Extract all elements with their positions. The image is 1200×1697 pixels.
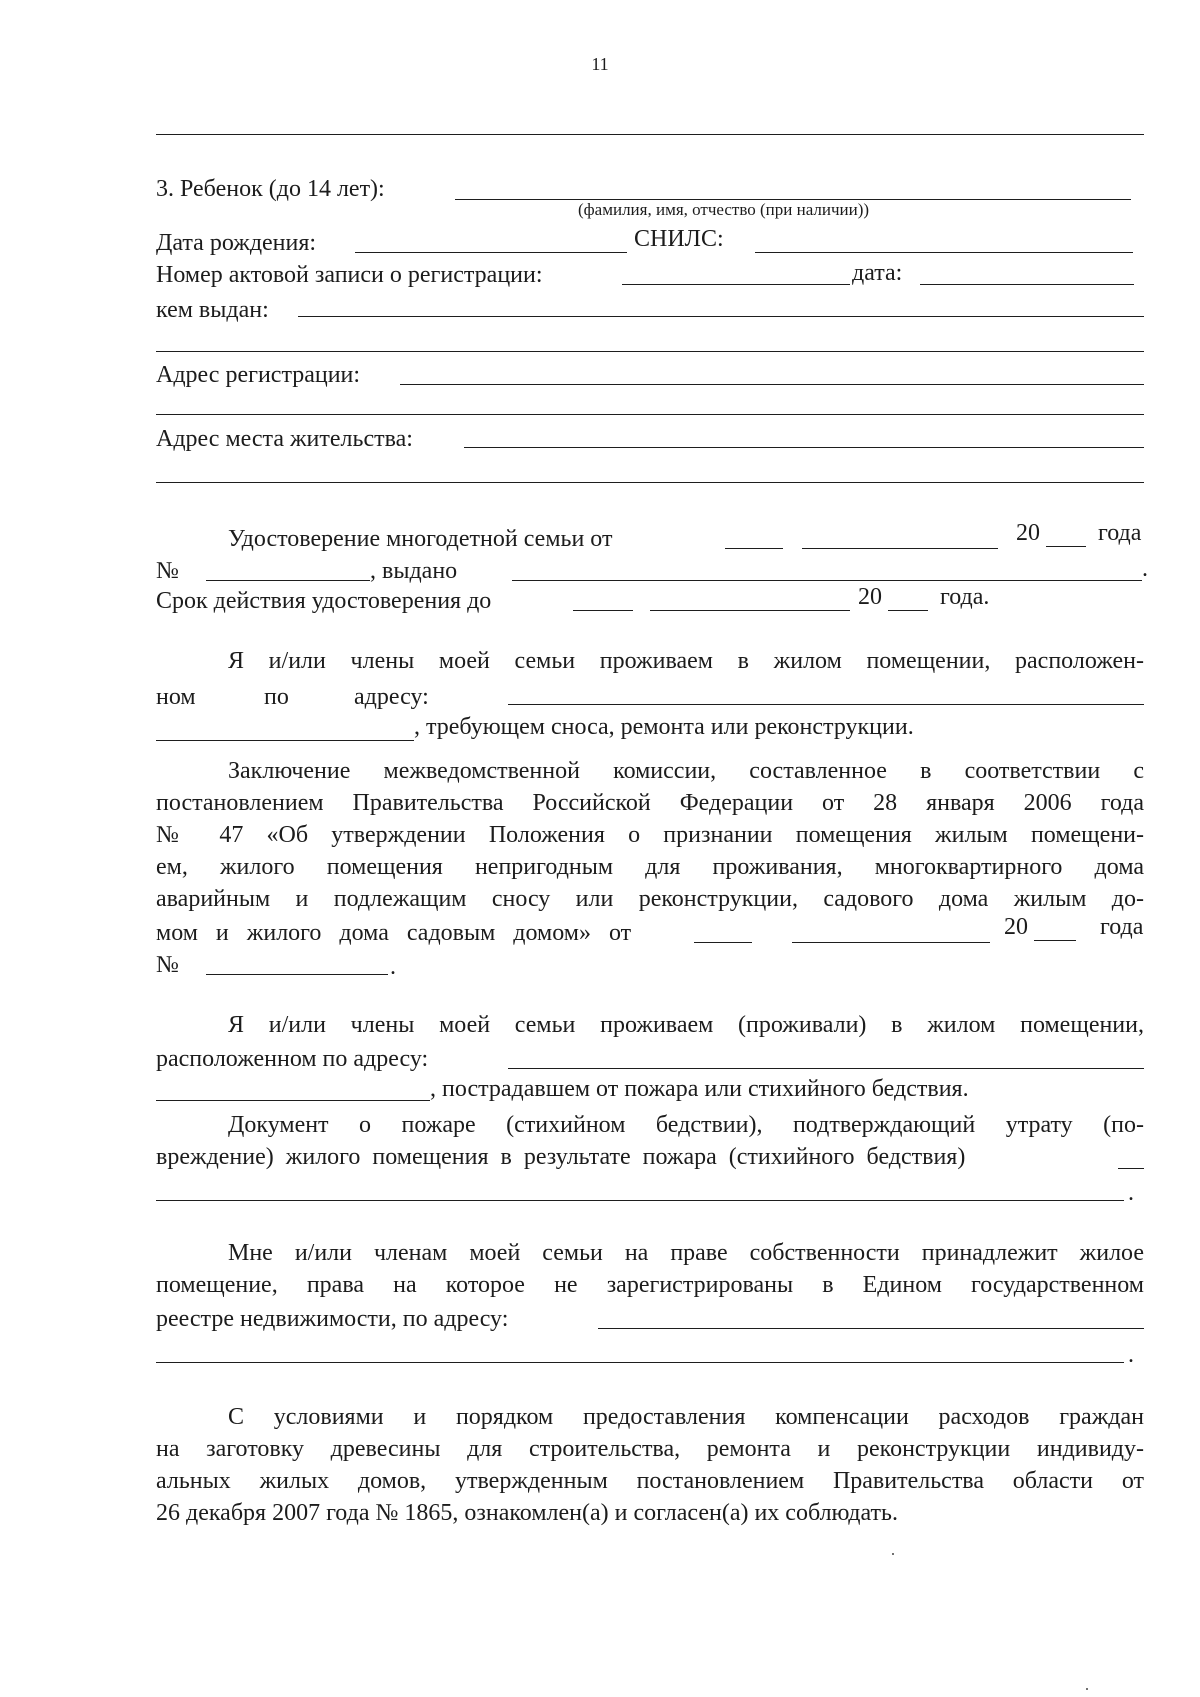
conditions-line1: С условиями и порядком предоставления компенсации расходов граждан: [228, 1404, 1144, 1430]
validity-month-field[interactable]: [650, 610, 850, 611]
validity-year-prefix: 20: [858, 584, 882, 610]
validity-text: Срок действия удостоверения до: [156, 588, 492, 614]
ownership-line3: реестре недвижимости, по адресу:: [156, 1306, 509, 1332]
certificate-number-sign: №: [156, 558, 179, 584]
record-number-field[interactable]: [622, 284, 850, 285]
child-name-caption: (фамилия, имя, отчество (при наличии)): [578, 200, 870, 219]
record-date-label: дата:: [852, 260, 903, 286]
demolition-address-field-line2[interactable]: [156, 740, 414, 741]
fire-doc-period: .: [1128, 1180, 1134, 1206]
birth-date-field[interactable]: [355, 252, 627, 253]
ownership-period: .: [1128, 1342, 1134, 1368]
issued-by-field-line2[interactable]: [156, 351, 1144, 352]
commission-year-suffix: года: [1100, 914, 1144, 940]
conditions-line3: альных жилых домов, утвержденным постановлением Правительства области от: [156, 1468, 1144, 1494]
fire-doc-line1: Документ о пожаре (стихийном бедствии), подтверждающий утрату (по-: [228, 1112, 1144, 1138]
demolition-word-address: адресу:: [354, 684, 429, 710]
demolition-word-nom: ном: [156, 684, 196, 710]
certificate-period: .: [1142, 556, 1148, 582]
snils-field[interactable]: [755, 252, 1133, 253]
reg-address-field-line2[interactable]: [156, 414, 1144, 415]
record-number-label: Номер актовой записи о регистрации:: [156, 262, 543, 288]
demolition-line3: , требующем сноса, ремонта или реконструкции.: [414, 714, 914, 740]
certificate-text: Удостоверение многодетной семьи от: [228, 526, 613, 552]
commission-line5: аварийным и подлежащим сносу или реконструкции, садового дома жилым до-: [156, 886, 1144, 912]
fire-line2: расположенном по адресу:: [156, 1046, 429, 1072]
fire-address-field[interactable]: [508, 1068, 1144, 1069]
commission-line4: ем, жилого помещения непригодным для проживания, многоквартирного дома: [156, 854, 1144, 880]
page-number: 11: [591, 54, 609, 74]
validity-day-field[interactable]: [573, 610, 633, 611]
issued-by-field[interactable]: [298, 316, 1144, 317]
record-date-field[interactable]: [920, 284, 1134, 285]
reg-address-label: Адрес регистрации:: [156, 362, 361, 388]
conditions-line4: 26 декабря 2007 года № 1865, ознакомлен(а) и согласен(а) их соблюдать.: [156, 1500, 898, 1526]
res-address-label: Адрес места жительства:: [156, 426, 413, 452]
certificate-day-field[interactable]: [725, 548, 783, 549]
commission-year-prefix: 20: [1004, 914, 1028, 940]
res-address-field-line2[interactable]: [156, 482, 1144, 483]
commission-line6: мом и жилого дома садовым домом» от: [156, 920, 632, 946]
certificate-year-suffix: года: [1098, 520, 1142, 546]
certificate-number-field[interactable]: [206, 580, 370, 581]
demolition-word-po: по: [264, 684, 289, 710]
ownership-address-field-line2[interactable]: [156, 1362, 1124, 1363]
commission-line3: № 47 «Об утверждении Положения о признании помещения жилым помещени-: [156, 822, 1144, 848]
commission-period: .: [390, 954, 396, 980]
res-address-field[interactable]: [464, 447, 1144, 448]
issued-by-label: кем выдан:: [156, 297, 269, 323]
validity-suffix: года.: [940, 584, 990, 610]
scan-speck: [1086, 1688, 1088, 1690]
fire-doc-field-line2[interactable]: [156, 1200, 1124, 1201]
birth-date-label: Дата рождения:: [156, 230, 317, 256]
snils-label: СНИЛС:: [634, 226, 724, 252]
certificate-month-field[interactable]: [802, 548, 998, 549]
child-heading: 3. Ребенок (до 14 лет):: [156, 176, 385, 202]
demolition-line1: Я и/или члены моей семьи проживаем в жилом помещении, расположен-: [228, 648, 1144, 674]
top-blank-line[interactable]: [156, 134, 1144, 135]
reg-address-field[interactable]: [400, 384, 1144, 385]
certificate-year-field[interactable]: [1046, 546, 1086, 547]
fire-doc-field[interactable]: [1118, 1168, 1144, 1169]
commission-month-field[interactable]: [792, 942, 990, 943]
certificate-issued-field[interactable]: [512, 580, 1142, 581]
fire-doc-line2: вреждение) жилого помещения в результате пожара (стихийного бедствия): [156, 1144, 966, 1170]
certificate-year-prefix: 20: [1016, 520, 1040, 546]
commission-number-field[interactable]: [206, 974, 388, 975]
fire-address-field-line2[interactable]: [156, 1100, 430, 1101]
certificate-issued-text: , выдано: [370, 558, 458, 584]
fire-line3: , пострадавшем от пожара или стихийного бедствия.: [430, 1076, 969, 1102]
validity-year-field[interactable]: [888, 610, 928, 611]
fire-line1: Я и/или члены моей семьи проживаем (проживали) в жилом помещении,: [228, 1012, 1144, 1038]
ownership-line1: Мне и/или членам моей семьи на праве собственности принадлежит жилое: [228, 1240, 1144, 1266]
commission-number-sign: №: [156, 952, 179, 978]
commission-line2: постановлением Правительства Российской Федерации от 28 января 2006 года: [156, 790, 1144, 816]
ownership-line2: помещение, права на которое не зарегистрированы в Едином государственном: [156, 1272, 1144, 1298]
scan-speck: [892, 1553, 894, 1555]
commission-year-field[interactable]: [1034, 940, 1076, 941]
commission-day-field[interactable]: [694, 942, 752, 943]
conditions-line2: на заготовку древесины для строительства, ремонта и реконструкции индивиду-: [156, 1436, 1144, 1462]
demolition-address-field[interactable]: [508, 704, 1144, 705]
ownership-address-field[interactable]: [598, 1328, 1144, 1329]
commission-line1: Заключение межведомственной комиссии, составленное в соответствии с: [228, 758, 1144, 784]
